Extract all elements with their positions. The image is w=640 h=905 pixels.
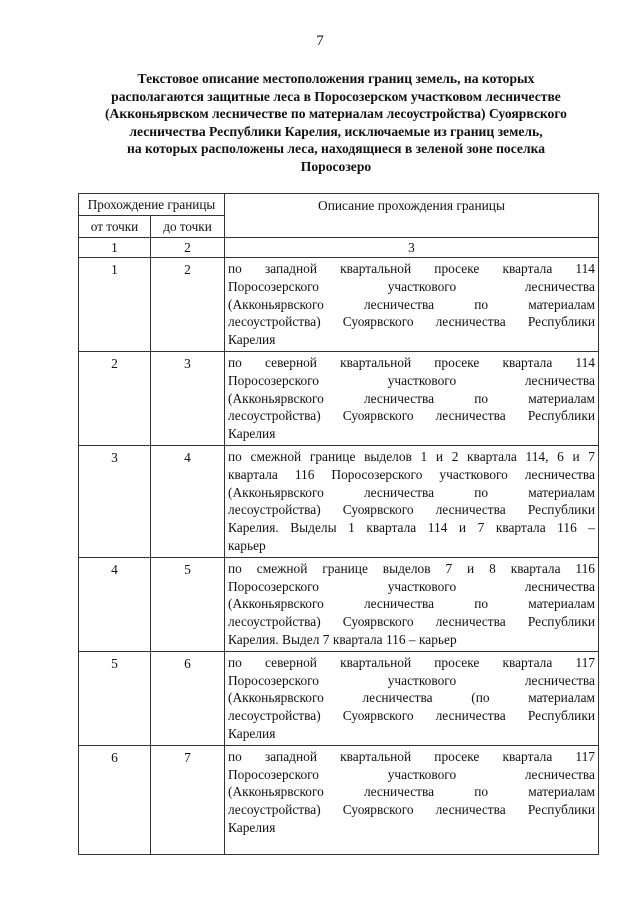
description-line: Поросозерского участкового лесничества (228, 766, 595, 782)
column-number: 1 (79, 238, 151, 258)
description-line: Карелия (228, 332, 276, 348)
to-point-cell: 7 (151, 745, 225, 854)
description-cell (225, 745, 599, 854)
description-line: Поросозерского участкового лесничества (228, 278, 595, 294)
description-line: лесоустройства) Суоярвского лесничества Республики (228, 802, 595, 818)
document-title (86, 70, 586, 175)
to-point-cell: 2 (151, 258, 225, 352)
from-point-cell: 2 (79, 351, 151, 445)
description-line: по западной квартальной просеке квартала 114 (228, 261, 595, 276)
description-line: (Акконьярвского лесничества по материалам (228, 484, 595, 500)
description-cell (225, 651, 599, 745)
description-line: Карелия. Выдел 7 квартала 116 – карьер (228, 631, 457, 647)
description-line: Карелия (228, 426, 276, 442)
header-passage: Прохождение границы (79, 194, 225, 216)
description-line: лесоустройства) Суоярвского лесничества Республики (228, 314, 595, 330)
description-line: лесоустройства) Суоярвского лесничества Республики (228, 408, 595, 424)
description-line: по северной квартальной просеке квартала 114 (228, 354, 595, 370)
title-line: Поросозеро (300, 158, 372, 174)
table-row (79, 651, 599, 745)
description-line: Карелия (228, 725, 276, 741)
header-to-point: до точки (151, 216, 225, 238)
header-description: Описание прохождения границы (225, 194, 599, 238)
description-cell (225, 351, 599, 445)
from-point-cell: 1 (79, 258, 151, 352)
table-row (79, 557, 599, 651)
title-line: (Акконьярвском лесничестве по материалам лесоустройства) Суоярвского (105, 106, 567, 121)
description-line: Поросозерского участкового лесничества (228, 672, 595, 688)
description-line: (Акконьярвского лесничества по материалам (228, 390, 595, 406)
column-number: 2 (151, 238, 225, 258)
description-line: лесоустройства) Суоярвского лесничества Республики (228, 502, 595, 518)
description-line: по северной квартальной просеке квартала 117 (228, 654, 595, 670)
title-line: располагаются защитные леса в Поросозерском участковом лесничестве (111, 88, 561, 104)
description-line: (Акконьярвского лесничества по материалам (228, 784, 595, 800)
header-from-point: от точки (79, 216, 151, 238)
table-row (79, 445, 599, 557)
description-line: по смежной границе выделов 7 и 8 квартала 116 (228, 560, 595, 576)
description-line: Карелия (228, 819, 276, 835)
description-cell (225, 557, 599, 651)
description-line: (Акконьярвского лесничества (по материалам (228, 690, 595, 706)
description-line: квартала 116 Поросозерского участкового лесничества (228, 466, 595, 482)
description-line: Поросозерского участкового лесничества (228, 578, 595, 594)
description-cell (225, 445, 599, 557)
table-row (79, 745, 599, 854)
from-point-cell: 3 (79, 445, 151, 557)
column-number-row (79, 238, 599, 258)
description-line: карьер (228, 537, 266, 553)
boundary-table (78, 193, 599, 855)
description-line: лесоустройства) Суоярвского лесничества Республики (228, 708, 595, 724)
from-point-cell: 5 (79, 651, 151, 745)
table-header-row (79, 194, 599, 216)
column-number: 3 (225, 238, 599, 258)
title-line: на которых расположены леса, находящиеся в зеленой зоне поселка (126, 141, 545, 156)
description-line: лесоустройства) Суоярвского лесничества Республики (228, 614, 595, 630)
to-point-cell: 3 (151, 351, 225, 445)
title-line: Текстовое описание местоположения границ земель, на которых (137, 71, 535, 86)
description-line: по смежной границе выделов 1 и 2 квартала 114, 6 и 7 (228, 448, 595, 464)
table-row (79, 351, 599, 445)
page-number: 7 (316, 33, 324, 49)
table-row (79, 258, 599, 352)
to-point-cell: 4 (151, 445, 225, 557)
to-point-cell: 5 (151, 557, 225, 651)
description-line: по западной квартальной просеке квартала 117 (228, 748, 595, 764)
from-point-cell: 4 (79, 557, 151, 651)
description-cell (225, 258, 599, 352)
description-line: Поросозерского участкового лесничества (228, 372, 595, 388)
description-line: Карелия. Выделы 1 квартала 114 и 7 квартала 116 – (228, 520, 595, 536)
description-line: (Акконьярвского лесничества по материалам (228, 296, 595, 312)
from-point-cell: 6 (79, 745, 151, 854)
description-line: (Акконьярвского лесничества по материалам (228, 596, 595, 612)
title-line: лесничества Республики Карелия, исключаемые из границ земель, (129, 123, 543, 139)
to-point-cell: 6 (151, 651, 225, 745)
